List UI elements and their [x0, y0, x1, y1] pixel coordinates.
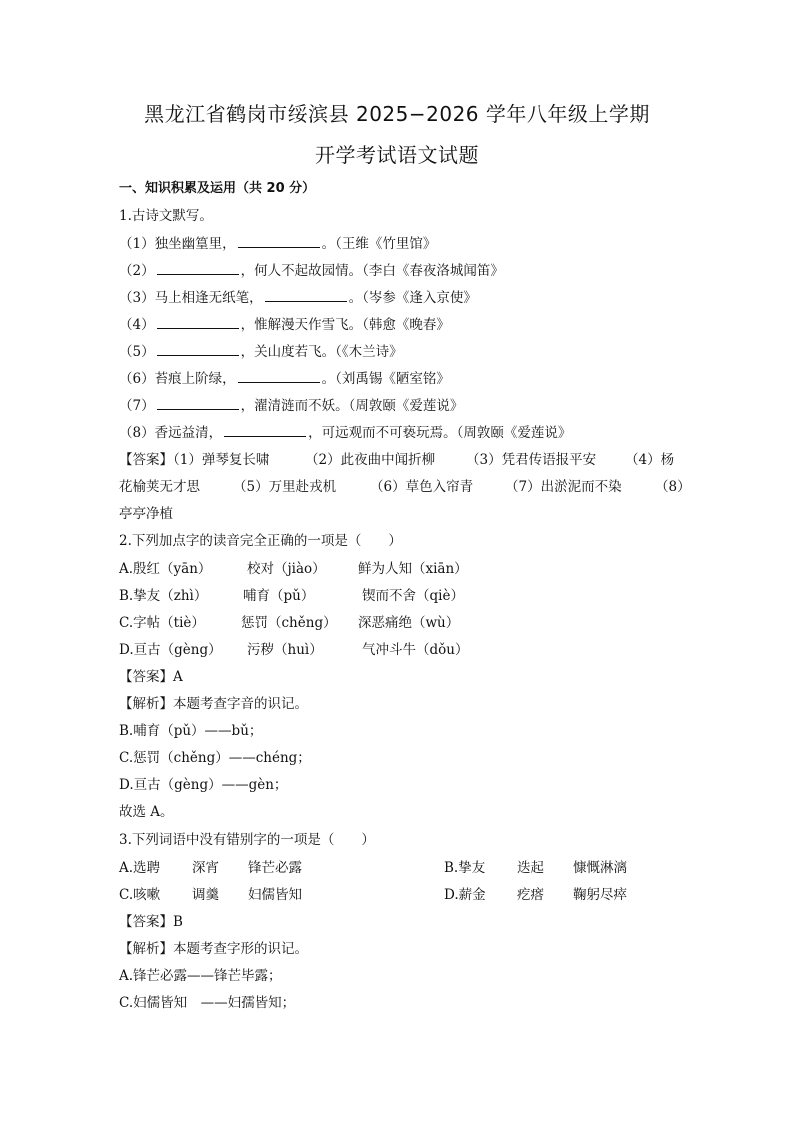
q1-stem: 1.古诗文默写。 — [119, 208, 213, 224]
q3-option-b[interactable]: B.挚友 — [444, 860, 486, 876]
q3-option-d-word3: 鞠躬尽瘁 — [573, 887, 627, 903]
doc-title-line2: 开学考试语文试题 — [315, 143, 479, 167]
q3-option-c-word3: 妇儒皆知 — [248, 887, 302, 903]
q2-option-a-word2: 校对（jiào） — [247, 561, 326, 577]
q3-option-d[interactable]: D.薪金 — [444, 887, 486, 903]
q2-option-b[interactable]: B.挚友（zhì） — [119, 588, 208, 604]
q3-option-c-word2: 调羹 — [192, 887, 219, 903]
q1-answer-part: （4）杨 — [625, 452, 675, 468]
q3-answer: 【答案】B — [119, 914, 183, 930]
answer-blank[interactable] — [157, 261, 239, 275]
q1-answer-part: （2）此夜曲中闻折柳 — [305, 452, 436, 468]
q2-option-c[interactable]: C.字帖（tiè） — [119, 615, 205, 631]
q3-option-d-word2: 疙瘩 — [517, 887, 544, 903]
q2-option-b-word2: 哺育（pǔ） — [243, 588, 315, 604]
q1-item-8: （8）香远益清， ，可远观而不可亵玩焉。（周敦颐《爱莲说》 — [119, 425, 572, 441]
q3-option-b-word2: 迭起 — [517, 860, 544, 876]
q3-option-b-word3: 慷慨淋漓 — [573, 860, 627, 876]
section1-heading: 一、知识积累及运用（共 20 分） — [119, 181, 316, 196]
q2-option-d-word3: 气冲斗牛（dǒu） — [362, 642, 469, 658]
q2-analysis: 【解析】本题考查字音的识记。 — [119, 696, 308, 712]
answer-blank[interactable] — [238, 234, 320, 248]
answer-blank[interactable] — [157, 396, 239, 410]
answer-blank[interactable] — [265, 288, 347, 302]
answer-blank[interactable] — [224, 423, 306, 437]
q3-stem: 3.下列词语中没有错别字的一项是（ ） — [119, 832, 375, 848]
q1-answer-line1: 【答案】（1）弹琴复长啸 — [119, 452, 270, 468]
q3-option-c[interactable]: C.咳嗽 — [119, 887, 161, 903]
q2-stem: 2.下列加点字的读音完全正确的一项是（ ） — [119, 533, 402, 549]
q2-analysis-line: D.亘古（gèng）——gèn； — [119, 777, 288, 793]
answer-blank[interactable] — [157, 315, 239, 329]
q2-option-d-word2: 污秽（huì） — [247, 642, 323, 658]
q3-option-a[interactable]: A.选聘 — [119, 860, 161, 876]
q1-item-3: （3）马上相逢无纸笔， 。（岑参《逢入京使》 — [119, 290, 477, 306]
q3-option-a-word2: 深宵 — [192, 860, 219, 876]
q3-analysis-line: C.妇儒皆知 ——妇孺皆知； — [119, 995, 296, 1011]
q1-item-5: （5） ，关山度若飞。（《木兰诗》 — [119, 344, 403, 360]
q3-analysis-line: A.锋芒必露——锋芒毕露； — [119, 968, 282, 984]
q1-answer-part: （8） — [655, 479, 691, 495]
q1-item-4: （4） ，惟解漫天作雪飞。（韩愈《晚春》 — [119, 317, 450, 333]
q1-answer-part: （6）草色入帘青 — [370, 479, 474, 495]
answer-blank[interactable] — [157, 342, 239, 356]
q1-answer-part: 花榆荚无才思 — [119, 479, 200, 495]
q3-option-a-word3: 锋芒必露 — [248, 860, 302, 876]
q2-analysis-line: B.哺育（pǔ）——bǔ； — [119, 723, 263, 739]
q2-option-a-word3: 鲜为人知（xiān） — [358, 561, 468, 577]
q1-item-6: （6）苔痕上阶绿， 。（刘禹锡《陋室铭》 — [119, 371, 450, 387]
q1-answer-part: （7）出淤泥而不染 — [505, 479, 622, 495]
q1-answer-line3: 亭亭净植 — [119, 506, 173, 522]
q2-option-a[interactable]: A.殷红（yān） — [119, 561, 212, 577]
q1-item-1: （1）独坐幽篁里， 。（王维《竹里馆》 — [119, 236, 437, 252]
q2-analysis-line: C.惩罚（chěng）——chéng； — [119, 750, 311, 766]
answer-blank[interactable] — [238, 369, 320, 383]
q1-item-7: （7） ，濯清涟而不妖。（周敦颐《爱莲说》 — [119, 398, 464, 414]
q1-item-2: （2） ，何人不起故园情。（李白《春夜洛城闻笛》 — [119, 263, 504, 279]
q2-option-c-word2: 惩罚（chěng） — [241, 615, 337, 631]
doc-title-line1: 黑龙江省鹤岗市绥滨县 2025−2026 学年八年级上学期 — [144, 102, 650, 126]
q2-conclusion: 故选 A。 — [119, 804, 174, 820]
q2-option-d[interactable]: D.亘古（gèng） — [119, 642, 222, 658]
q1-answer-part: （5）万里赴戎机 — [233, 479, 337, 495]
q2-option-b-word3: 锲而不舍（qiè） — [362, 588, 464, 604]
q2-answer: 【答案】A — [119, 669, 183, 685]
q1-answer-part: （3）凭君传语报平安 — [466, 452, 597, 468]
q3-analysis: 【解析】本题考查字形的识记。 — [119, 941, 308, 957]
q2-option-c-word3: 深恶痛绝（wù） — [358, 615, 460, 631]
